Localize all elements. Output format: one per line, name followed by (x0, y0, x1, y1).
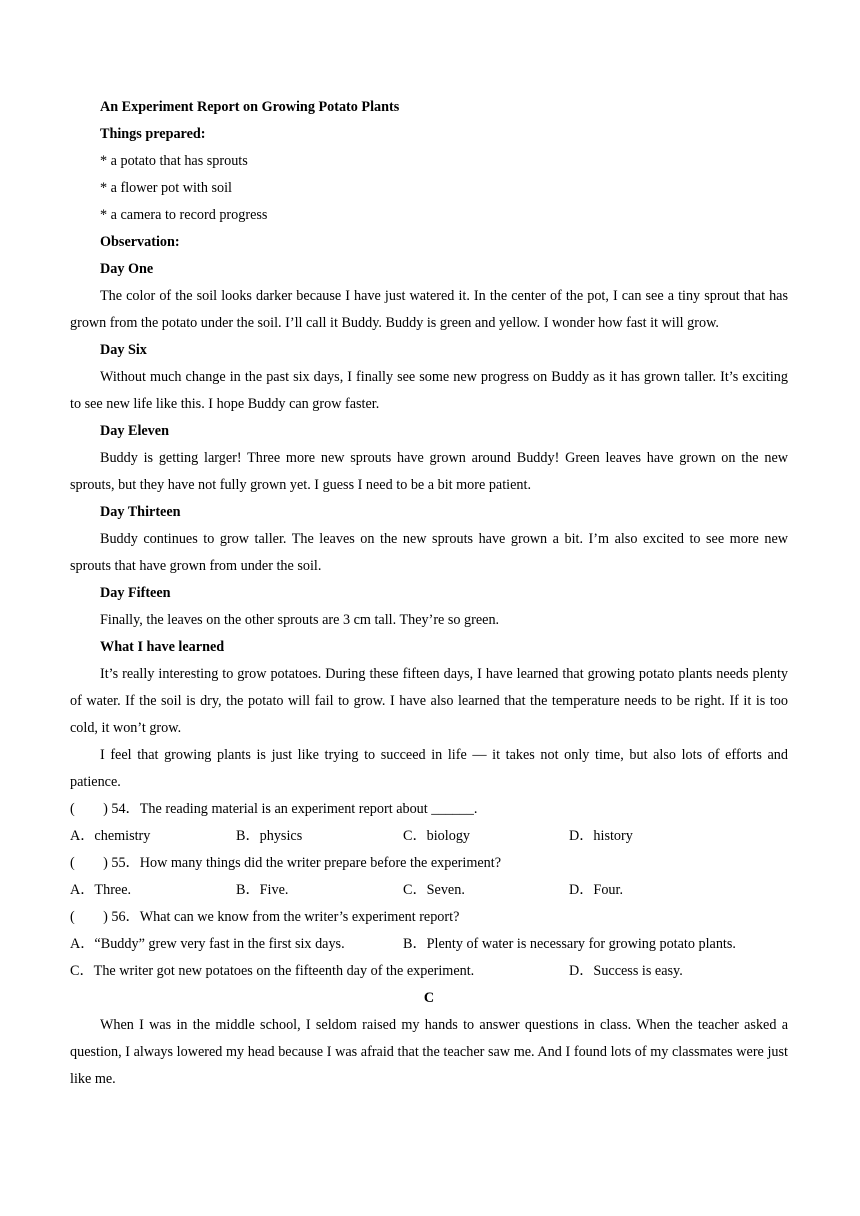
report-title: An Experiment Report on Growing Potato Plants (100, 99, 400, 115)
question-54-options (70, 823, 788, 850)
things-heading: Things prepared: (100, 126, 206, 142)
day-heading: Day Six (100, 342, 147, 358)
day-heading: Day Eleven (100, 423, 169, 439)
question-56-options-row2 (70, 958, 788, 985)
day-heading: Day One (100, 261, 154, 277)
option-d[interactable]: D．history (569, 828, 633, 844)
day-text: Without much change in the past six days, I finally see some new progress on Buddy as it has grown taller. It’s exciting to see new life like this. I hope Buddy can grow faster. (70, 369, 788, 412)
section-c-paragraph: When I was in the middle school, I seldom raised my hands to answer questions in class. When the teacher asked a question, I always lowered my head because I was afraid that the teacher saw me. And I found lots of my classmates were just like me. (70, 1017, 788, 1087)
things-item: * a flower pot with soil (100, 180, 233, 196)
question-56-stem: ( ) 56．What can we know from the writer’s experiment report? (70, 909, 460, 925)
day-text: The color of the soil looks darker because I have just watered it. In the center of the pot, I can see a tiny sprout that has grown from the potato under the soil. I’ll call it Buddy. Buddy is green and yellow. I wonder how fast it will grow. (70, 288, 788, 331)
option-d[interactable]: D．Success is easy. (569, 963, 683, 979)
document-page (70, 94, 788, 1093)
option-b[interactable]: B．Five. (236, 882, 289, 898)
option-c[interactable]: C．Seven. (403, 882, 465, 898)
question-54-stem: ( ) 54．The reading material is an experiment report about ______. (70, 801, 478, 817)
option-a[interactable]: A．Three. (70, 882, 132, 898)
things-item: * a potato that has sprouts (100, 153, 248, 169)
option-b[interactable]: B．Plenty of water is necessary for growing potato plants. (403, 936, 736, 952)
question-55-stem: ( ) 55．How many things did the writer prepare before the experiment? (70, 855, 502, 871)
option-a[interactable]: A．“Buddy” grew very fast in the first six days. (70, 936, 345, 952)
day-heading: Day Thirteen (100, 504, 181, 520)
option-c[interactable]: C．biology (403, 828, 471, 844)
question-55-options (70, 877, 788, 904)
section-c-label: C (423, 990, 435, 1006)
observation-heading: Observation: (100, 234, 180, 250)
day-text: Finally, the leaves on the other sprouts are 3 cm tall. They’re so green. (100, 612, 500, 628)
question-56-options-row1 (70, 931, 788, 958)
day-text: Buddy is getting larger! Three more new sprouts have grown around Buddy! Green leaves have grown on the new sprouts, but they have not fully grown yet. I guess I need to be a bit more patient. (70, 450, 788, 493)
learned-paragraph: I feel that growing plants is just like trying to succeed in life — it takes not only time, but also lots of efforts and patience. (70, 747, 788, 790)
option-b[interactable]: B．physics (236, 828, 303, 844)
things-item: * a camera to record progress (100, 207, 268, 223)
learned-heading: What I have learned (100, 639, 225, 655)
option-a[interactable]: A．chemistry (70, 828, 151, 844)
day-text: Buddy continues to grow taller. The leaves on the new sprouts have grown a bit. I’m also excited to see more new sprouts that have grown from under the soil. (70, 531, 788, 574)
learned-paragraph: It’s really interesting to grow potatoes. During these fifteen days, I have learned that growing potato plants needs plenty of water. If the soil is dry, the potato will fail to grow. I have also learned that the temperature needs to be right. If it is too cold, it won’t grow. (70, 666, 788, 736)
option-c[interactable]: C．The writer got new potatoes on the fifteenth day of the experiment. (70, 963, 475, 979)
option-d[interactable]: D．Four. (569, 882, 623, 898)
day-heading: Day Fifteen (100, 585, 171, 601)
